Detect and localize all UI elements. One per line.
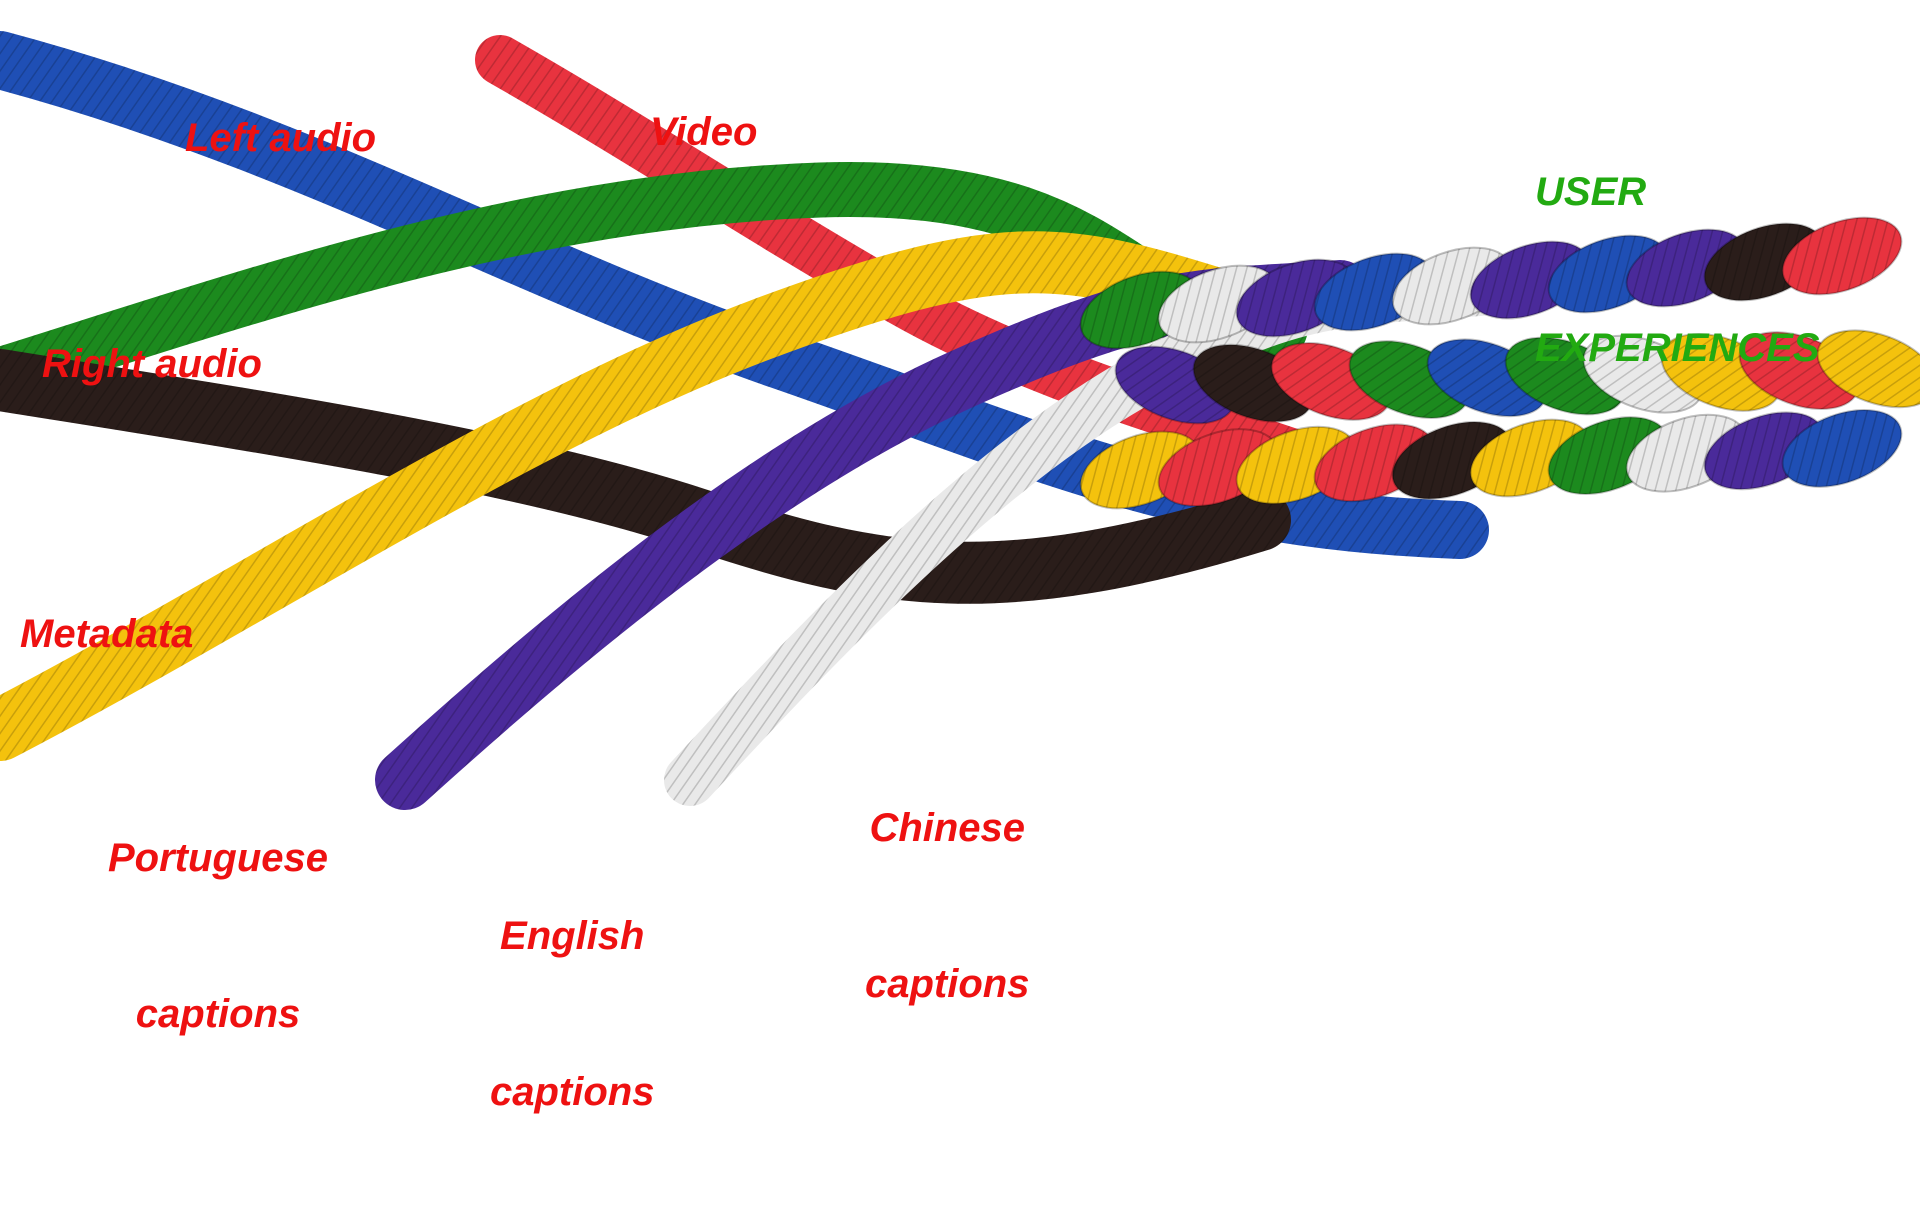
label-right-audio xyxy=(42,234,262,494)
label-portuguese-line1: Portuguese xyxy=(108,836,329,880)
label-user-experiences xyxy=(1535,62,1820,478)
label-chinese-captions xyxy=(865,698,1029,1114)
label-portuguese-captions xyxy=(108,728,328,1144)
label-portuguese-line2: captions xyxy=(135,992,301,1036)
label-user-experiences-line2: EXPERIENCES xyxy=(1535,326,1820,370)
label-metadata-text: Metadata xyxy=(20,612,194,656)
label-english-line1: English xyxy=(500,914,645,958)
label-chinese-line1: Chinese xyxy=(869,806,1026,850)
label-video-text: Video xyxy=(650,110,758,154)
label-video xyxy=(650,2,757,262)
label-right-audio-text: Right audio xyxy=(42,342,262,386)
label-english-line2: captions xyxy=(490,1070,655,1114)
label-left-audio-text: Left audio xyxy=(185,116,377,160)
label-english-captions xyxy=(490,806,654,1222)
label-user-experiences-line1: USER xyxy=(1535,170,1647,214)
label-chinese-line2: captions xyxy=(865,962,1030,1006)
label-left-audio xyxy=(185,8,376,268)
label-metadata xyxy=(20,504,193,764)
